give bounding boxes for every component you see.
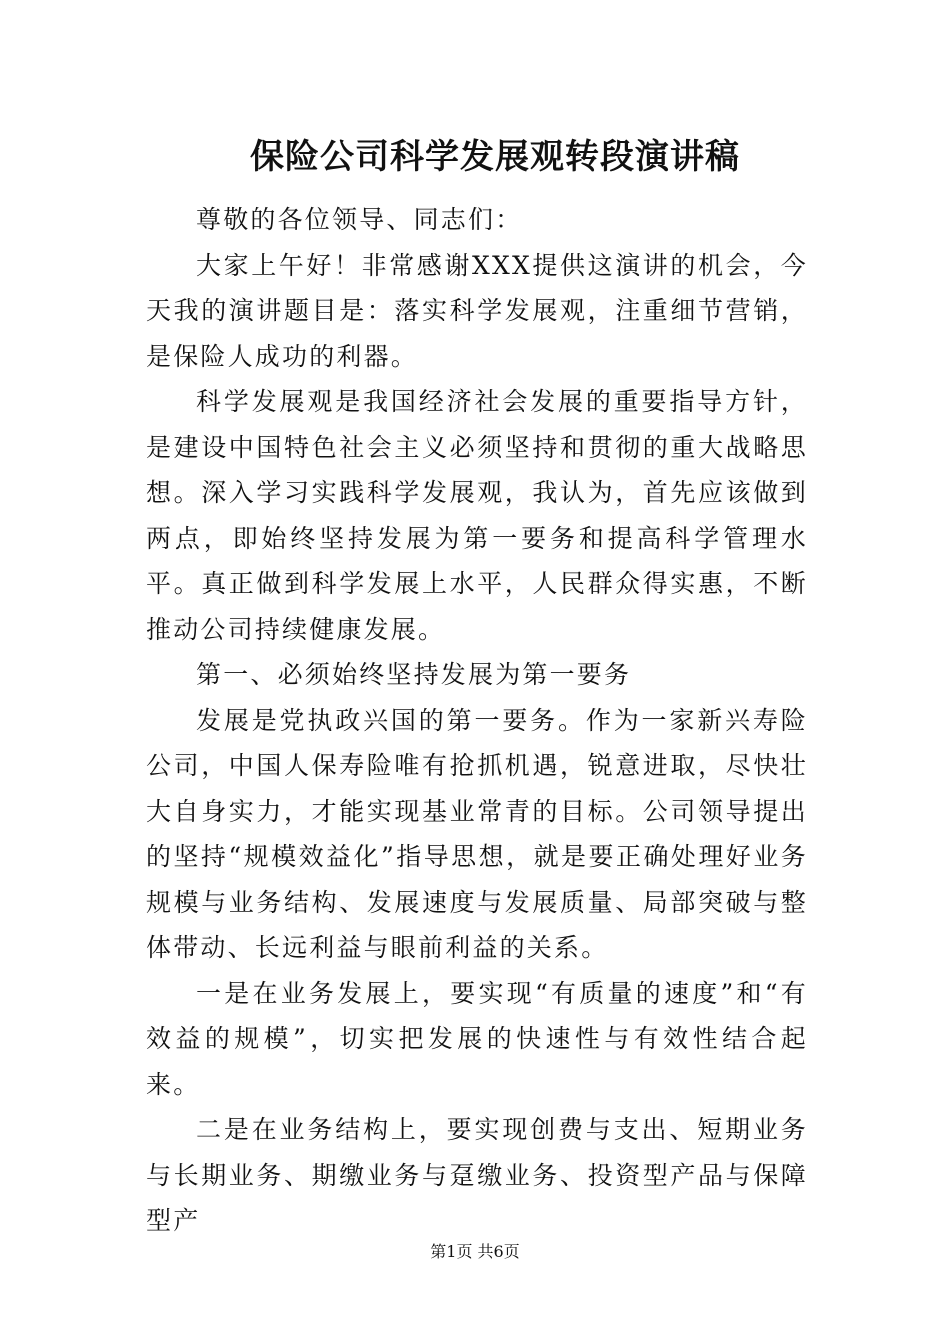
document-title: 保险公司科学发展观转段演讲稿 [250,137,740,177]
document-body [146,197,808,1244]
body-paragraph: 大家上午好！非常感谢XXX提供这演讲的机会，今天我的演讲题目是：落实科学发展观，注重细节营销，是保险人成功的利器。 [146,250,808,371]
body-paragraph: 发展是党执政兴国的第一要务。作为一家新兴寿险公司，中国人保寿险唯有抢抓机遇，锐意进取，尽快壮大自身实力，才能实现基业常青的目标。公司领导提出的坚持“规模效益化”指导思想，就是要正确处理好业务规模与业务结构、发展速度与发展质量、局部突破与整体带动、长远利益与眼前利益的关系。 [146,705,808,962]
body-paragraph: 科学发展观是我国经济社会发展的重要指导方针，是建设中国特色社会主义必须坚持和贯彻的重大战略思想。深入学习实践科学发展观，我认为，首先应该做到两点，即始终坚持发展为第一要务和提高科学管理水平。真正做到科学发展上水平，人民群众得实惠，不断推动公司持续健康发展。 [146,387,808,644]
salutation-paragraph: 尊敬的各位领导、同志们： [196,205,523,234]
page-footer: 第1页 共6页 [430,1242,520,1261]
section-heading: 第一、必须始终坚持发展为第一要务 [196,660,632,689]
body-paragraph: 二是在业务结构上，要实现创费与支出、短期业务与长期业务、期缴业务与趸缴业务、投资型产品与保障型产 [146,1115,808,1235]
body-paragraph: 一是在业务发展上，要实现“有质量的速度”和“有效益的规模”，切实把发展的快速性与有效性结合起来。 [146,978,808,1099]
